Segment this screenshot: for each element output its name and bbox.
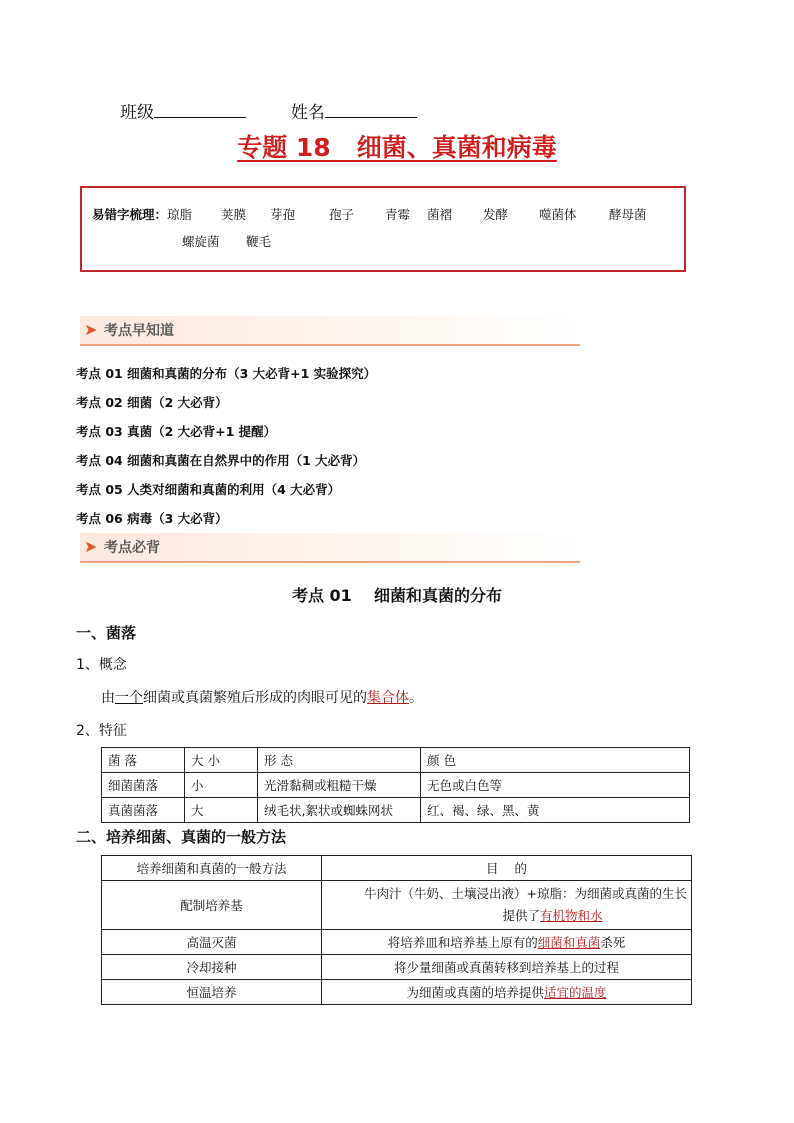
name-blank[interactable] <box>325 101 417 118</box>
vocab-word: 青霉 <box>385 207 411 222</box>
table-cell: 高温灭菌 <box>102 930 322 955</box>
table-header-cell: 菌 落 <box>102 748 185 773</box>
heading-culture-method: 二、培养细菌、真菌的一般方法 <box>76 828 287 846</box>
table-cell: 恒温培养 <box>102 980 322 1005</box>
section-bar-memorize <box>80 533 580 563</box>
arrow-right-icon: ➤ <box>84 320 98 339</box>
table-cell: 无色或白色等 <box>421 773 690 798</box>
highlighted-term: 细菌和真菌 <box>537 935 601 950</box>
point-item: 考点 04 细菌和真菌在自然界中的作用（1 大必背） <box>76 453 366 468</box>
table-cell: 红、褐、绿、黑、黄 <box>421 798 690 823</box>
point-item: 考点 03 真菌（2 大必背+1 提醒） <box>76 424 277 439</box>
table-header-row <box>102 748 690 773</box>
page-title: 专题 18 细菌、真菌和病毒 <box>237 133 557 162</box>
vocab-row-2 <box>182 232 271 250</box>
section-bar-overview <box>80 316 580 346</box>
section-title: 考点早知道 <box>104 323 174 339</box>
class-label: 班级 <box>120 103 154 123</box>
sub-heading-concept: 1、概念 <box>76 657 127 673</box>
table-cell: 细菌菌落 <box>102 773 185 798</box>
table-cell: 为细菌或真菌的培养提供适宜的温度 <box>322 980 692 1005</box>
table-row <box>102 773 690 798</box>
section-title: 考点必背 <box>104 540 160 556</box>
table-header-cell: 大 小 <box>185 748 258 773</box>
highlighted-term: 集合体 <box>367 690 409 706</box>
class-blank[interactable] <box>154 101 246 118</box>
point-item: 考点 05 人类对细菌和真菌的利用（4 大必背） <box>76 482 341 497</box>
table-row <box>102 798 690 823</box>
point-item: 考点 06 病毒（3 大必背） <box>76 511 228 526</box>
table-cell: 将培养皿和培养基上原有的细菌和真菌杀死 <box>322 930 692 955</box>
table-cell: 光滑黏稠或粗糙干燥 <box>258 773 421 798</box>
topic-title: 考点 01 细菌和真菌的分布 <box>291 586 503 605</box>
student-info-line <box>120 98 417 123</box>
table-cell: 大 <box>185 798 258 823</box>
table-header-row <box>102 856 692 881</box>
name-label: 姓名 <box>290 103 325 123</box>
table-header-cell: 培养细菌和真菌的一般方法 <box>102 856 322 881</box>
vocab-word: 孢子 <box>329 207 355 222</box>
vocab-word: 琼脂 <box>167 207 193 222</box>
point-item: 考点 01 细菌和真菌的分布（3 大必背+1 实验探究） <box>76 366 377 381</box>
vocab-word: 芽孢 <box>270 207 296 222</box>
vocab-word: 酵母菌 <box>609 207 647 222</box>
culture-method-table <box>101 855 692 1005</box>
table-row <box>102 955 692 980</box>
arrow-right-icon: ➤ <box>84 537 98 556</box>
table-cell: 小 <box>185 773 258 798</box>
vocab-word: 鞭毛 <box>246 234 272 249</box>
table-cell: 真菌菌落 <box>102 798 185 823</box>
table-cell: 绒毛状,絮状或蜘蛛网状 <box>258 798 421 823</box>
sub-heading-features: 2、特征 <box>76 723 127 739</box>
colony-features-table <box>101 747 690 823</box>
point-item: 考点 02 细菌（2 大必背） <box>76 395 228 410</box>
table-row <box>102 980 692 1005</box>
vocab-box <box>80 186 686 272</box>
heading-colony: 一、菌落 <box>76 624 137 642</box>
highlighted-term: 适宜的温度 <box>544 985 607 1000</box>
vocab-word: 螺旋菌 <box>182 234 220 249</box>
vocab-word: 菌褶 <box>427 207 453 222</box>
table-header-cell: 形 态 <box>258 748 421 773</box>
table-cell: 冷却接种 <box>102 955 322 980</box>
vocab-word: 发酵 <box>483 207 509 222</box>
table-row <box>102 881 692 930</box>
vocab-label: 易错字梳理： <box>92 207 168 222</box>
vocab-word: 噬菌体 <box>539 207 577 222</box>
table-cell: 牛肉汁（牛奶、土壤浸出液）+琼脂：为细菌或真菌的生长 提供了有机物和水 <box>322 881 692 930</box>
highlighted-term: 有机物和水 <box>540 908 603 923</box>
definition-text: 由一个细菌或真菌繁殖后形成的肉眼可见的集合体。 <box>101 690 423 706</box>
table-cell: 配制培养基 <box>102 881 322 930</box>
table-header-cell: 颜 色 <box>421 748 690 773</box>
table-row <box>102 930 692 955</box>
table-header-cell: 目 的 <box>322 856 692 881</box>
underlined-term: 一个 <box>115 690 143 706</box>
vocab-row-1 <box>92 205 647 223</box>
table-cell: 将少量细菌或真菌转移到培养基上的过程 <box>322 955 692 980</box>
vocab-word: 荚膜 <box>221 207 247 222</box>
